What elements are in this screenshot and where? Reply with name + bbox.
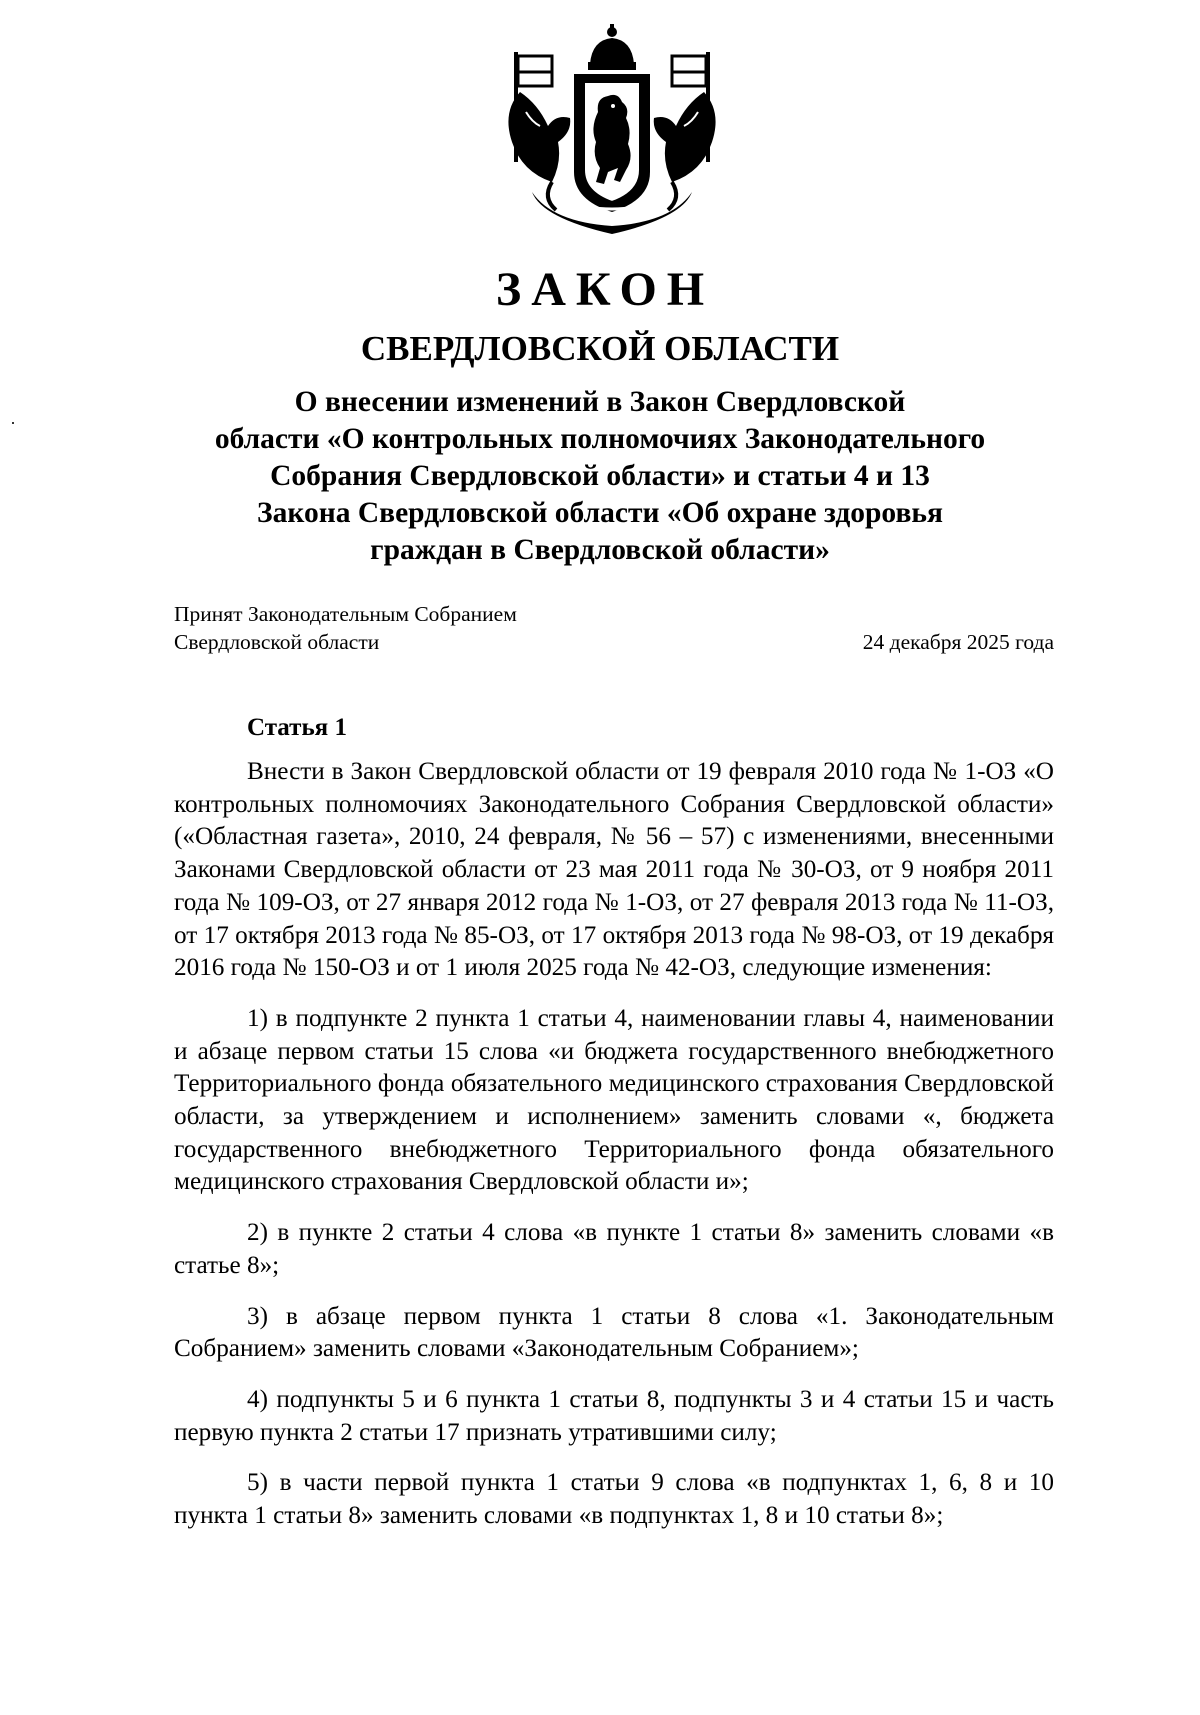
law-title-line: Закона Свердловской области «Об охране здоровья bbox=[257, 497, 943, 529]
law-title-line: Собрания Свердловской области» и статьи 4 и 13 bbox=[270, 460, 930, 492]
law-title-line: О внесении изменений в Закон Свердловской bbox=[294, 386, 906, 418]
amendment-item: 4) подпункты 5 и 6 пункта 1 статьи 8, подпункты 3 и 4 статьи 15 и часть первую пункта 2 статьи 17 признать утратившими силу; bbox=[174, 1385, 1054, 1446]
adoption-block bbox=[174, 600, 1054, 656]
amendment-item: 1) в подпункте 2 пункта 1 статьи 4, наименовании главы 4, наименовании и абзаце первом статьи 15 слова «и бюджета государственного внебюджетного Территориального фонда обязательного медицинского страхования Свердловской области, за утверждением и исполнением» заменить словами «, бюджета государственного внебюджетного Территориального фонда обязательного медицинского страхования Свердловской области и»; bbox=[174, 1004, 1054, 1196]
law-title bbox=[175, 384, 1025, 569]
adopted-by-line: Принят Законодательным Собранием bbox=[174, 602, 517, 626]
scan-speck bbox=[12, 422, 14, 424]
amendment-item: 2) в пункте 2 статьи 4 слова «в пункте 1 статьи 8» заменить словами «в статье 8»; bbox=[174, 1219, 1054, 1279]
adopted-by-region-line: Свердловской области bbox=[174, 630, 380, 654]
amendment-item: 3) в абзаце первом пункта 1 статьи 8 слова «1. Законодательным Собранием» заменить словами «Законодательным Собранием»; bbox=[174, 1302, 1054, 1363]
sverdlovsk-coat-of-arms-icon bbox=[492, 22, 732, 240]
article-heading: Статья 1 bbox=[247, 714, 347, 741]
adoption-date: 24 декабря 2025 года bbox=[862, 630, 1054, 654]
document-type-heading: ЗАКОН bbox=[495, 263, 715, 316]
article-intro-paragraph: Внести в Закон Свердловской области от 19 февраля 2010 года № 1-ОЗ «О контрольных полномочиях Законодательного Собрания Свердловской области» («Областная газета», 2010, 24 февраля, № 56 – 57) с изменениями, внесенными Законами Свердловской области от 23 мая 2011 года № 30-ОЗ, от 9 ноября 2011 года № 109-ОЗ, от 27 января 2012 года № 1-ОЗ, от 27 февраля 2013 года № 11-ОЗ, от 17 октября 2013 года № 85-ОЗ, от 17 октября 2013 года № 98-ОЗ, от 19 декабря 2016 года № 150-ОЗ и от 1 июля 2025 года № 42-ОЗ, следующие изменения: bbox=[174, 758, 1054, 982]
region-heading: СВЕРДЛОВСКОЙ ОБЛАСТИ bbox=[360, 329, 840, 368]
law-title-line: граждан в Свердловской области» bbox=[370, 534, 830, 566]
law-title-line: области «О контрольных полномочиях Законодательного bbox=[214, 423, 986, 455]
article-body bbox=[174, 756, 1054, 1551]
amendment-item: 5) в части первой пункта 1 статьи 9 слова «в подпунктах 1, 6, 8 и 10 пункта 1 статьи 8» заменить словами «в подпунктах 1, 8 и 10 статьи 8»; bbox=[174, 1469, 1054, 1530]
